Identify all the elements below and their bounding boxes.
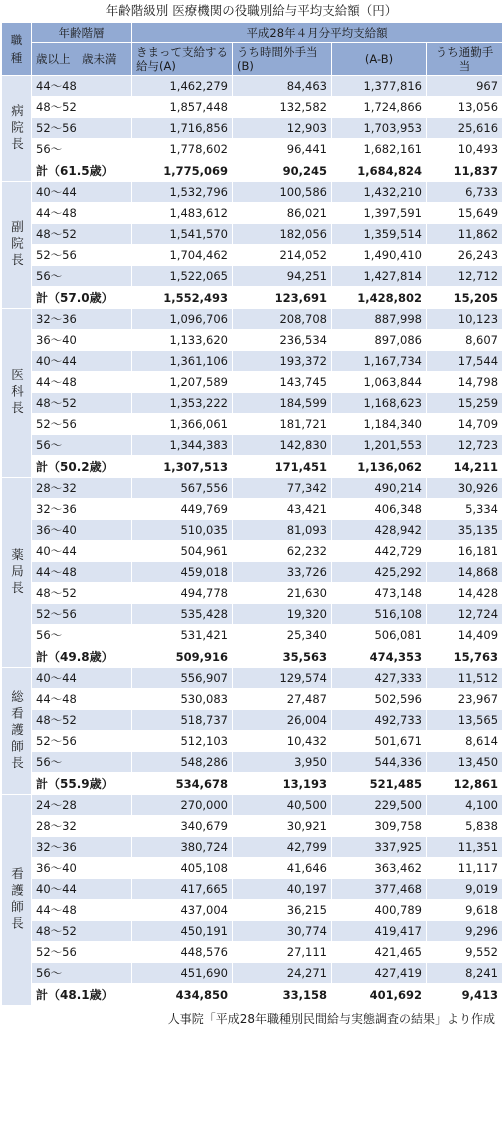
salary-table <box>1 22 503 1006</box>
age-cell: 32～36 <box>32 837 132 858</box>
overtime-b-cell: 208,708 <box>233 309 332 330</box>
salary-a-cell: 340,679 <box>132 816 233 837</box>
table-row <box>2 583 503 604</box>
overtime-b-cell: 30,774 <box>233 921 332 942</box>
overtime-b-cell: 10,432 <box>233 731 332 752</box>
commute-cell: 11,862 <box>427 224 503 245</box>
overtime-b-cell: 41,646 <box>233 858 332 879</box>
net-ab-cell: 473,148 <box>332 583 427 604</box>
table-title: 年齢階級別 医療機関の役職別給与平均支給額（円） <box>105 3 398 18</box>
age-cell: 52～56 <box>32 118 132 139</box>
commute-cell: 11,512 <box>427 668 503 689</box>
overtime-b-cell: 129,574 <box>233 668 332 689</box>
total-salary-a: 509,916 <box>132 646 233 668</box>
salary-a-cell: 548,286 <box>132 752 233 773</box>
net-ab-cell: 428,942 <box>332 520 427 541</box>
overtime-b-cell: 30,921 <box>233 816 332 837</box>
salary-a-cell: 1,716,856 <box>132 118 233 139</box>
salary-a-cell: 270,000 <box>132 795 233 816</box>
net-ab-cell: 1,168,623 <box>332 393 427 414</box>
total-commute: 15,763 <box>427 646 503 668</box>
salary-a-cell: 1,096,706 <box>132 309 233 330</box>
table-row <box>2 668 503 689</box>
commute-cell: 30,926 <box>427 478 503 499</box>
net-ab-cell: 309,758 <box>332 816 427 837</box>
age-cell: 32～36 <box>32 309 132 330</box>
table-row <box>2 689 503 710</box>
salary-a-cell: 1,857,448 <box>132 97 233 118</box>
salary-a-cell: 535,428 <box>132 604 233 625</box>
commute-cell: 11,117 <box>427 858 503 879</box>
overtime-b-cell: 214,052 <box>233 245 332 266</box>
commute-cell: 12,712 <box>427 266 503 287</box>
total-label: 計（49.8歳） <box>32 646 132 668</box>
table-row <box>2 604 503 625</box>
commute-cell: 9,618 <box>427 900 503 921</box>
total-row <box>2 456 503 478</box>
overtime-b-cell: 142,830 <box>233 435 332 456</box>
salary-a-cell: 1,462,279 <box>132 76 233 97</box>
overtime-b-cell: 27,487 <box>233 689 332 710</box>
net-ab-cell: 1,397,591 <box>332 203 427 224</box>
total-net-ab: 401,692 <box>332 984 427 1006</box>
table-row <box>2 816 503 837</box>
age-cell: 52～56 <box>32 414 132 435</box>
salary-a-cell: 437,004 <box>132 900 233 921</box>
net-ab-cell: 506,081 <box>332 625 427 646</box>
total-salary-a: 1,775,069 <box>132 160 233 182</box>
table-row <box>2 900 503 921</box>
table-row <box>2 203 503 224</box>
overtime-b-cell: 77,342 <box>233 478 332 499</box>
header-col-ab: (A-B) <box>332 43 427 76</box>
overtime-b-cell: 81,093 <box>233 520 332 541</box>
commute-cell: 14,428 <box>427 583 503 604</box>
table-row <box>2 541 503 562</box>
total-net-ab: 474,353 <box>332 646 427 668</box>
overtime-b-cell: 86,021 <box>233 203 332 224</box>
table-row <box>2 224 503 245</box>
overtime-b-cell: 24,271 <box>233 963 332 984</box>
total-label: 計（57.0歳） <box>32 287 132 309</box>
header-col-a: きまって支給する給与(A) <box>132 43 233 76</box>
table-row <box>2 858 503 879</box>
salary-a-cell: 1,366,061 <box>132 414 233 435</box>
total-commute: 15,205 <box>427 287 503 309</box>
category-name: 総看護師長 <box>9 689 25 773</box>
overtime-b-cell: 26,004 <box>233 710 332 731</box>
net-ab-cell: 406,348 <box>332 499 427 520</box>
net-ab-cell: 425,292 <box>332 562 427 583</box>
table-row <box>2 879 503 900</box>
total-overtime-b: 123,691 <box>233 287 332 309</box>
net-ab-cell: 1,490,410 <box>332 245 427 266</box>
commute-cell: 25,616 <box>427 118 503 139</box>
commute-cell: 35,135 <box>427 520 503 541</box>
commute-cell: 8,607 <box>427 330 503 351</box>
net-ab-cell: 1,427,814 <box>332 266 427 287</box>
age-cell: 48～52 <box>32 224 132 245</box>
commute-cell: 12,724 <box>427 604 503 625</box>
age-cell: 40～44 <box>32 879 132 900</box>
total-row <box>2 646 503 668</box>
age-cell: 36～40 <box>32 520 132 541</box>
overtime-b-cell: 3,950 <box>233 752 332 773</box>
net-ab-cell: 337,925 <box>332 837 427 858</box>
header-age-group: 年齢階層 <box>32 23 132 43</box>
source-note: 人事院「平成28年職種別民間給与実態調査の結果」より作成 <box>167 1012 495 1026</box>
net-ab-cell: 501,671 <box>332 731 427 752</box>
age-cell: 52～56 <box>32 245 132 266</box>
total-row <box>2 160 503 182</box>
commute-cell: 5,334 <box>427 499 503 520</box>
table-row <box>2 139 503 160</box>
table-row <box>2 752 503 773</box>
category-name: 医科長 <box>9 368 25 418</box>
age-cell: 48～52 <box>32 921 132 942</box>
total-label: 計（55.9歳） <box>32 773 132 795</box>
overtime-b-cell: 33,726 <box>233 562 332 583</box>
table-row <box>2 97 503 118</box>
commute-cell: 13,056 <box>427 97 503 118</box>
table-row <box>2 942 503 963</box>
commute-cell: 11,351 <box>427 837 503 858</box>
net-ab-cell: 1,184,340 <box>332 414 427 435</box>
salary-a-cell: 1,778,602 <box>132 139 233 160</box>
total-row <box>2 287 503 309</box>
net-ab-cell: 1,201,553 <box>332 435 427 456</box>
net-ab-cell: 1,682,161 <box>332 139 427 160</box>
age-cell: 28～32 <box>32 816 132 837</box>
total-commute: 11,837 <box>427 160 503 182</box>
age-cell: 56～ <box>32 625 132 646</box>
table-row <box>2 520 503 541</box>
table-row <box>2 921 503 942</box>
age-cell: 48～52 <box>32 710 132 731</box>
salary-a-cell: 380,724 <box>132 837 233 858</box>
category-label <box>2 309 32 478</box>
net-ab-cell: 427,333 <box>332 668 427 689</box>
header-age-range: 歳以上 歳未満 <box>32 43 132 76</box>
table-row <box>2 245 503 266</box>
age-cell: 40～44 <box>32 182 132 203</box>
commute-cell: 5,838 <box>427 816 503 837</box>
net-ab-cell: 421,465 <box>332 942 427 963</box>
commute-cell: 14,709 <box>427 414 503 435</box>
age-cell: 40～44 <box>32 668 132 689</box>
header-col-commute: うち通勤手当 <box>427 43 503 76</box>
overtime-b-cell: 193,372 <box>233 351 332 372</box>
salary-a-cell: 1,532,796 <box>132 182 233 203</box>
category-name: 副院長 <box>9 220 25 270</box>
overtime-b-cell: 62,232 <box>233 541 332 562</box>
table-row <box>2 963 503 984</box>
age-cell: 56～ <box>32 435 132 456</box>
total-label: 計（48.1歳） <box>32 984 132 1006</box>
salary-a-cell: 450,191 <box>132 921 233 942</box>
net-ab-cell: 1,167,734 <box>332 351 427 372</box>
commute-cell: 967 <box>427 76 503 97</box>
commute-cell: 8,614 <box>427 731 503 752</box>
age-cell: 40～44 <box>32 541 132 562</box>
total-overtime-b: 35,563 <box>233 646 332 668</box>
total-commute: 14,211 <box>427 456 503 478</box>
age-cell: 24～28 <box>32 795 132 816</box>
total-row <box>2 773 503 795</box>
table-row <box>2 499 503 520</box>
net-ab-cell: 887,998 <box>332 309 427 330</box>
net-ab-cell: 1,359,514 <box>332 224 427 245</box>
salary-a-cell: 531,421 <box>132 625 233 646</box>
net-ab-cell: 400,789 <box>332 900 427 921</box>
table-row <box>2 414 503 435</box>
commute-cell: 13,565 <box>427 710 503 731</box>
net-ab-cell: 427,419 <box>332 963 427 984</box>
table-row <box>2 731 503 752</box>
age-cell: 56～ <box>32 752 132 773</box>
net-ab-cell: 1,724,866 <box>332 97 427 118</box>
total-net-ab: 1,136,062 <box>332 456 427 478</box>
salary-a-cell: 556,907 <box>132 668 233 689</box>
salary-a-cell: 504,961 <box>132 541 233 562</box>
total-commute: 9,413 <box>427 984 503 1006</box>
net-ab-cell: 1,063,844 <box>332 372 427 393</box>
age-cell: 56～ <box>32 963 132 984</box>
overtime-b-cell: 43,421 <box>233 499 332 520</box>
salary-a-cell: 451,690 <box>132 963 233 984</box>
overtime-b-cell: 40,197 <box>233 879 332 900</box>
overtime-b-cell: 19,320 <box>233 604 332 625</box>
commute-cell: 4,100 <box>427 795 503 816</box>
net-ab-cell: 490,214 <box>332 478 427 499</box>
overtime-b-cell: 143,745 <box>233 372 332 393</box>
overtime-b-cell: 21,630 <box>233 583 332 604</box>
total-salary-a: 1,307,513 <box>132 456 233 478</box>
total-net-ab: 521,485 <box>332 773 427 795</box>
net-ab-cell: 1,432,210 <box>332 182 427 203</box>
age-cell: 56～ <box>32 266 132 287</box>
total-overtime-b: 90,245 <box>233 160 332 182</box>
age-cell: 44～48 <box>32 562 132 583</box>
table-row <box>2 351 503 372</box>
commute-cell: 23,967 <box>427 689 503 710</box>
overtime-b-cell: 96,441 <box>233 139 332 160</box>
overtime-b-cell: 132,582 <box>233 97 332 118</box>
age-cell: 52～56 <box>32 604 132 625</box>
age-cell: 56～ <box>32 139 132 160</box>
table-row <box>2 266 503 287</box>
age-cell: 44～48 <box>32 689 132 710</box>
total-overtime-b: 33,158 <box>233 984 332 1006</box>
salary-a-cell: 510,035 <box>132 520 233 541</box>
total-salary-a: 434,850 <box>132 984 233 1006</box>
category-label <box>2 478 32 668</box>
table-row <box>2 710 503 731</box>
salary-a-cell: 1,522,065 <box>132 266 233 287</box>
salary-a-cell: 518,737 <box>132 710 233 731</box>
category-name: 薬局長 <box>9 547 25 598</box>
net-ab-cell: 419,417 <box>332 921 427 942</box>
total-overtime-b: 13,193 <box>233 773 332 795</box>
category-label <box>2 668 32 795</box>
table-row <box>2 478 503 499</box>
header-shokushu <box>2 23 32 76</box>
commute-cell: 15,259 <box>427 393 503 414</box>
total-row <box>2 984 503 1006</box>
commute-cell: 10,493 <box>427 139 503 160</box>
commute-cell: 9,019 <box>427 879 503 900</box>
salary-a-cell: 494,778 <box>132 583 233 604</box>
salary-a-cell: 1,344,383 <box>132 435 233 456</box>
category-label <box>2 76 32 182</box>
net-ab-cell: 544,336 <box>332 752 427 773</box>
salary-a-cell: 1,133,620 <box>132 330 233 351</box>
category-label <box>2 795 32 1006</box>
category-name: 病院長 <box>9 103 25 154</box>
total-salary-a: 1,552,493 <box>132 287 233 309</box>
table-row <box>2 393 503 414</box>
total-overtime-b: 171,451 <box>233 456 332 478</box>
salary-a-cell: 417,665 <box>132 879 233 900</box>
table-row <box>2 625 503 646</box>
age-cell: 44～48 <box>32 372 132 393</box>
overtime-b-cell: 27,111 <box>233 942 332 963</box>
salary-a-cell: 1,483,612 <box>132 203 233 224</box>
salary-a-cell: 1,541,570 <box>132 224 233 245</box>
commute-cell: 17,544 <box>427 351 503 372</box>
age-cell: 52～56 <box>32 731 132 752</box>
net-ab-cell: 377,468 <box>332 879 427 900</box>
salary-a-cell: 1,353,222 <box>132 393 233 414</box>
commute-cell: 10,123 <box>427 309 503 330</box>
header-shokushu-char-2: 種 <box>10 51 23 65</box>
overtime-b-cell: 94,251 <box>233 266 332 287</box>
commute-cell: 9,552 <box>427 942 503 963</box>
commute-cell: 14,798 <box>427 372 503 393</box>
net-ab-cell: 516,108 <box>332 604 427 625</box>
overtime-b-cell: 236,534 <box>233 330 332 351</box>
commute-cell: 15,649 <box>427 203 503 224</box>
overtime-b-cell: 40,500 <box>233 795 332 816</box>
age-cell: 48～52 <box>32 97 132 118</box>
total-label: 計（50.2歳） <box>32 456 132 478</box>
age-cell: 44～48 <box>32 900 132 921</box>
salary-a-cell: 1,361,106 <box>132 351 233 372</box>
overtime-b-cell: 181,721 <box>233 414 332 435</box>
commute-cell: 6,733 <box>427 182 503 203</box>
age-cell: 52～56 <box>32 942 132 963</box>
header-shokushu-char-1: 職 <box>10 33 23 47</box>
salary-a-cell: 405,108 <box>132 858 233 879</box>
salary-a-cell: 449,769 <box>132 499 233 520</box>
commute-cell: 9,296 <box>427 921 503 942</box>
net-ab-cell: 492,733 <box>332 710 427 731</box>
total-net-ab: 1,428,802 <box>332 287 427 309</box>
overtime-b-cell: 184,599 <box>233 393 332 414</box>
category-name: 看護師長 <box>9 867 25 933</box>
commute-cell: 12,723 <box>427 435 503 456</box>
table-body <box>2 76 503 1006</box>
salary-a-cell: 567,556 <box>132 478 233 499</box>
table-row <box>2 182 503 203</box>
overtime-b-cell: 100,586 <box>233 182 332 203</box>
table-row <box>2 330 503 351</box>
salary-a-cell: 448,576 <box>132 942 233 963</box>
net-ab-cell: 363,462 <box>332 858 427 879</box>
header-period: 平成28年４月分平均支給額 <box>132 23 503 43</box>
total-net-ab: 1,684,824 <box>332 160 427 182</box>
commute-cell: 26,243 <box>427 245 503 266</box>
table-row <box>2 795 503 816</box>
salary-a-cell: 1,704,462 <box>132 245 233 266</box>
salary-a-cell: 459,018 <box>132 562 233 583</box>
age-cell: 36～40 <box>32 858 132 879</box>
age-cell: 44～48 <box>32 76 132 97</box>
overtime-b-cell: 182,056 <box>233 224 332 245</box>
category-label <box>2 182 32 309</box>
total-salary-a: 534,678 <box>132 773 233 795</box>
table-row <box>2 76 503 97</box>
overtime-b-cell: 84,463 <box>233 76 332 97</box>
commute-cell: 14,868 <box>427 562 503 583</box>
commute-cell: 16,181 <box>427 541 503 562</box>
age-cell: 40～44 <box>32 351 132 372</box>
age-cell: 32～36 <box>32 499 132 520</box>
net-ab-cell: 442,729 <box>332 541 427 562</box>
age-cell: 48～52 <box>32 393 132 414</box>
header-col-b: うち時間外手当(B) <box>233 43 332 76</box>
net-ab-cell: 1,703,953 <box>332 118 427 139</box>
salary-a-cell: 530,083 <box>132 689 233 710</box>
table-row <box>2 435 503 456</box>
net-ab-cell: 502,596 <box>332 689 427 710</box>
overtime-b-cell: 36,215 <box>233 900 332 921</box>
table-row <box>2 372 503 393</box>
total-commute: 12,861 <box>427 773 503 795</box>
age-cell: 28～32 <box>32 478 132 499</box>
commute-cell: 13,450 <box>427 752 503 773</box>
table-row <box>2 309 503 330</box>
overtime-b-cell: 25,340 <box>233 625 332 646</box>
overtime-b-cell: 12,903 <box>233 118 332 139</box>
table-row <box>2 562 503 583</box>
net-ab-cell: 1,377,816 <box>332 76 427 97</box>
table-row <box>2 837 503 858</box>
salary-a-cell: 512,103 <box>132 731 233 752</box>
net-ab-cell: 229,500 <box>332 795 427 816</box>
age-cell: 48～52 <box>32 583 132 604</box>
age-cell: 36～40 <box>32 330 132 351</box>
commute-cell: 14,409 <box>427 625 503 646</box>
table-row <box>2 118 503 139</box>
net-ab-cell: 897,086 <box>332 330 427 351</box>
total-label: 計（61.5歳） <box>32 160 132 182</box>
age-cell: 44～48 <box>32 203 132 224</box>
commute-cell: 8,241 <box>427 963 503 984</box>
salary-a-cell: 1,207,589 <box>132 372 233 393</box>
overtime-b-cell: 42,799 <box>233 837 332 858</box>
